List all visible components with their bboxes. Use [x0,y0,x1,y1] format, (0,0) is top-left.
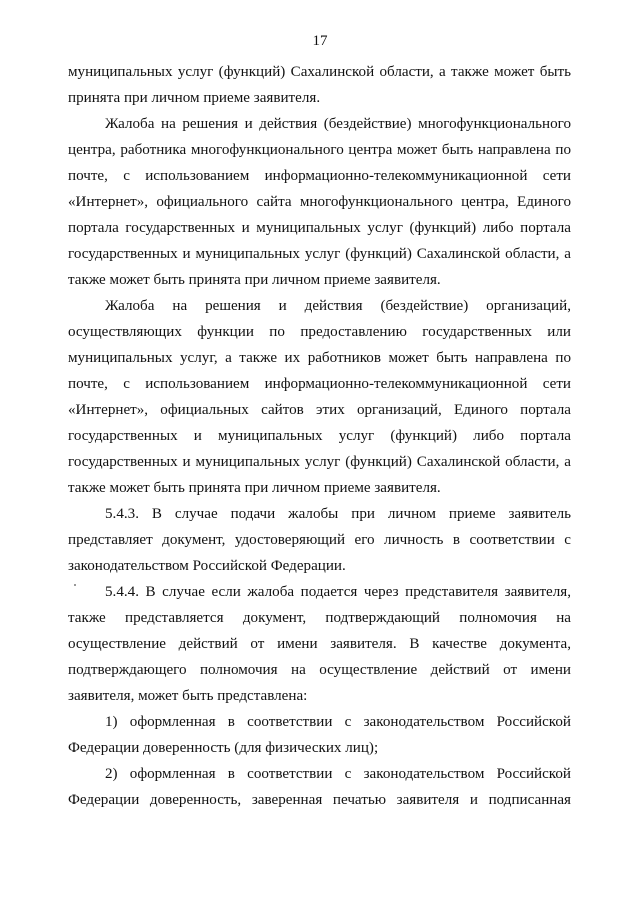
text-line: также может быть принята при личном приеме заявителя. [68,480,441,496]
list-item-first-line: 2) оформленная в соответствии с законодательством Российской [105,766,571,782]
text-line: подтверждающего полномочия на осуществление действий от имени [68,662,571,678]
text-line: Федерации доверенность, заверенная печатью заявителя и подписанная [68,792,571,808]
text-line: представляет документ, удостоверяющий его личность в соответствии с [68,532,571,548]
text-line: законодательством Российской Федерации. [68,558,346,574]
text-line: центра, работника многофункционального центра может быть направлена по [68,142,571,158]
text-line: Федерации доверенность (для физических лиц); [68,740,379,756]
scan-speck [74,584,76,586]
paragraph-first-line: Жалоба на решения и действия (бездействие) многофункционального [105,116,571,132]
text-line: портала государственных и муниципальных услуг (функций) либо портала [68,220,571,236]
paragraph-first-line: 5.4.4. В случае если жалоба подается через представителя заявителя, [105,584,571,600]
text-line: муниципальных услуг, а также их работников может быть направлена по [68,350,571,366]
text-line: муниципальных услуг (функций) Сахалинской области, а также может быть [68,64,571,80]
paragraph-first-line: Жалоба на решения и действия (бездействие) организаций, [105,298,571,314]
text-line: осуществляющих функции по предоставлению государственных или [68,324,571,340]
list-item-first-line: 1) оформленная в соответствии с законодательством Российской [105,714,571,730]
text-line: также может быть принята при личном приеме заявителя. [68,272,441,288]
text-line: государственных и муниципальных услуг (функций) Сахалинской области, а [68,454,571,470]
text-line: государственных и муниципальных услуг (функций) Сахалинской области, а [68,246,571,262]
paragraph-first-line: 5.4.3. В случае подачи жалобы при личном приеме заявитель [105,506,571,522]
text-line: государственных и муниципальных услуг (функций) либо портала [68,428,571,444]
text-line: «Интернет», официальных сайтов этих организаций, Единого портала [68,402,571,418]
text-line: осуществление действий от имени заявителя. В качестве документа, [68,636,571,652]
text-line: почте, с использованием информационно-телекоммуникационной сети [68,376,571,392]
text-line: также представляется документ, подтверждающий полномочия на [68,610,571,626]
text-line: почте, с использованием информационно-телекоммуникационной сети [68,168,571,184]
text-line: заявителя, может быть представлена: [68,688,308,704]
text-line: «Интернет», официального сайта многофункционального центра, Единого [68,194,571,210]
page-number: 17 [312,33,328,49]
text-line: принята при личном приеме заявителя. [68,90,321,106]
